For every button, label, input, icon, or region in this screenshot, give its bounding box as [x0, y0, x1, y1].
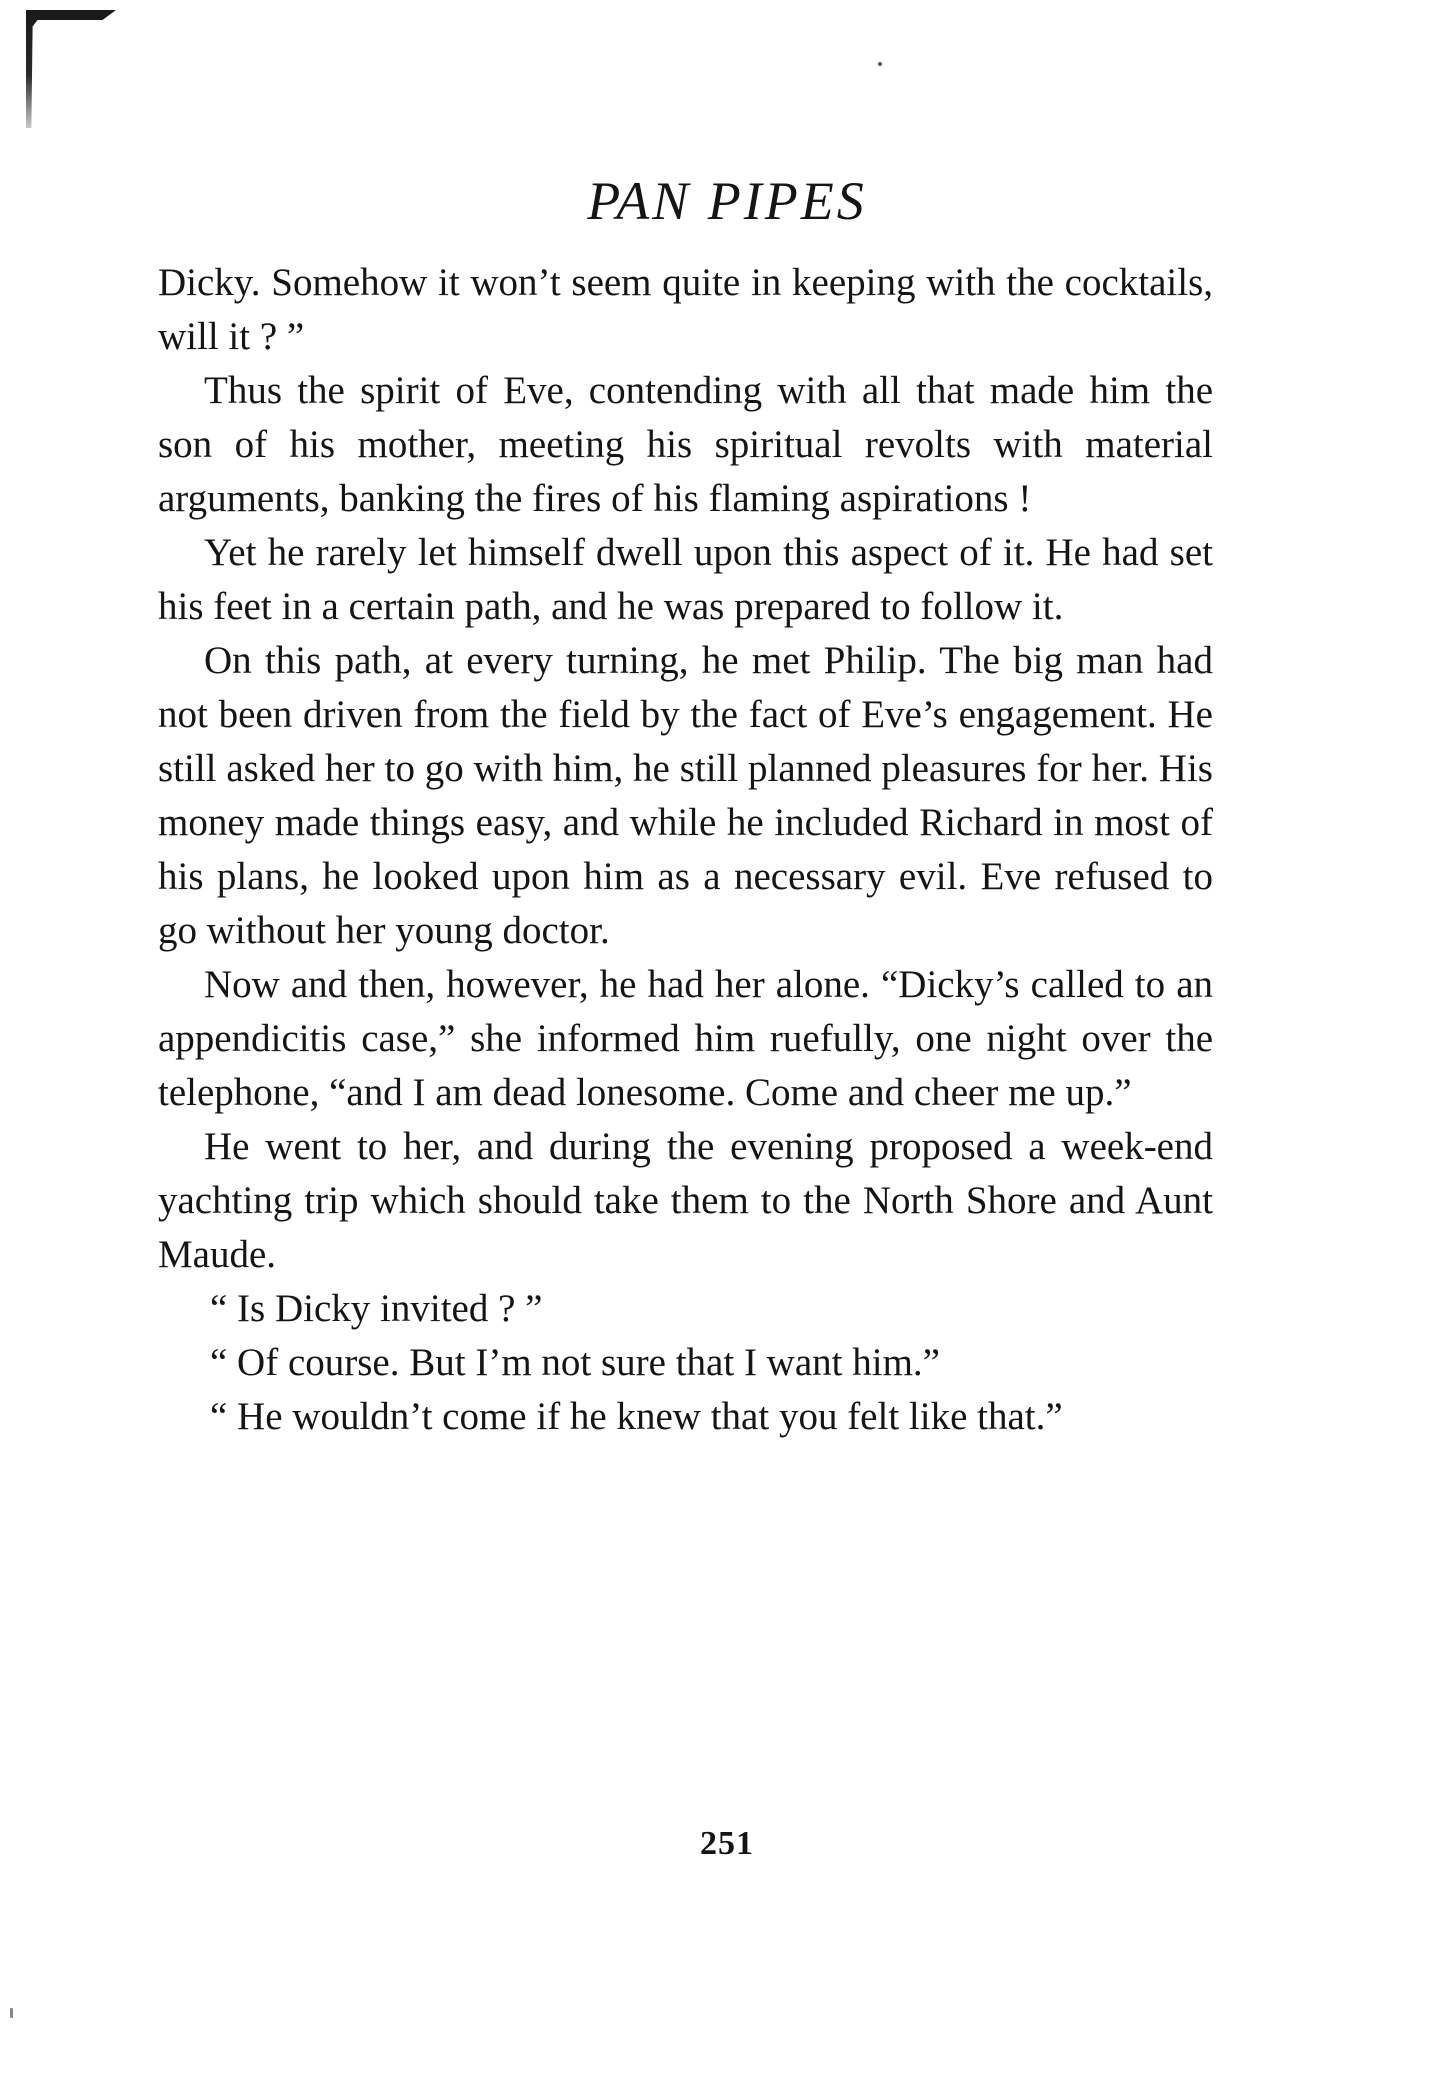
dialogue-line: “ Of course. But I’m not sure that I want him.”	[210, 1341, 940, 1384]
paragraph: Now and then, however, he had her alone. “Dicky’s called to an appendicitis case,” she informed him ruefully, one night over the telephone, “and I am dead lonesome. Come and cheer me up.”	[158, 963, 1213, 1114]
paragraph: On this path, at every turning, he met Philip. The big man had not been driven from the field by the fact of Eve’s engagement. He still asked her to go with him, he still planned pleasures for her. His money made things easy, and while he included Richard in most of his plans, he looked upon him as a necessary evil. Eve refused to go without her young doctor.	[158, 639, 1213, 952]
page-number: 251	[700, 1825, 754, 1862]
paragraph: Dicky. Somehow it won’t seem quite in keeping with the cocktails, will it ? ”	[158, 261, 1213, 358]
paper-speck	[878, 62, 882, 66]
scan-binding-shadow	[26, 10, 38, 128]
paragraph: Thus the spirit of Eve, contending with all that made him the son of his mother, meeting his spiritual revolts with material arguments, banking the fires of his flaming aspirations !	[158, 369, 1213, 520]
paragraph: Yet he rarely let himself dwell upon this aspect of it. He had set his feet in a certain path, and he was prepared to follow it.	[158, 531, 1213, 628]
dialogue-line: “ He wouldn’t come if he knew that you felt like that.”	[210, 1395, 1063, 1438]
scan-edge-mark	[26, 10, 116, 20]
dialogue-line: “ Is Dicky invited ? ”	[210, 1287, 543, 1330]
paper-speck	[10, 2008, 13, 2018]
running-head: PAN PIPES	[587, 171, 867, 231]
paragraph: He went to her, and during the evening proposed a week-end yachting trip which should take them to the North Shore and Aunt Maude.	[158, 1125, 1213, 1276]
body-text	[158, 256, 1213, 1444]
